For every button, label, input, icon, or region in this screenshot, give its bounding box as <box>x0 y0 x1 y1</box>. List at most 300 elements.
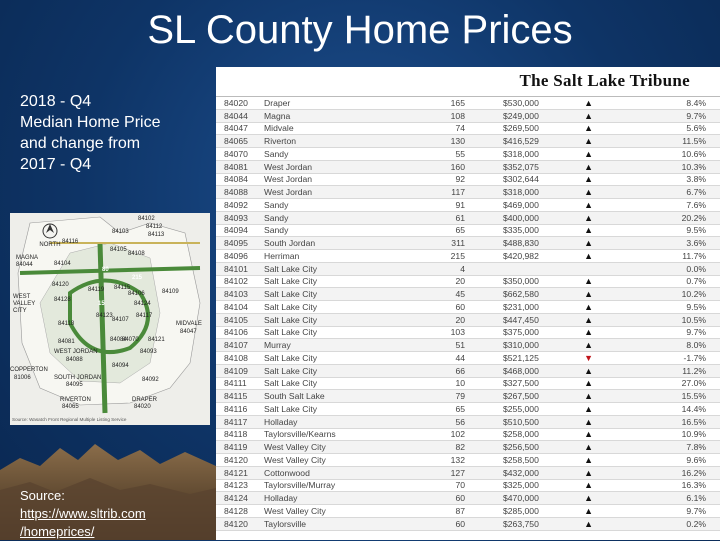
trend-arrow-icon <box>563 262 593 275</box>
map-label: COPPERTON <box>10 367 48 373</box>
map-label: DRAPER <box>132 397 158 403</box>
price-cell: $256,500 <box>469 441 563 454</box>
price-cell: $255,000 <box>469 403 563 416</box>
slide-title: SL County Home Prices <box>147 8 573 52</box>
price-cell: $416,529 <box>469 135 563 148</box>
map-label: 84105 <box>110 247 127 253</box>
change-cell: 11.2% <box>593 364 720 377</box>
source-link-line: /homeprices/ <box>20 524 95 539</box>
source-label: Source: <box>20 488 65 503</box>
zip-cell: 84096 <box>216 250 264 263</box>
i215-shield-label: 215 <box>132 275 143 281</box>
city-cell: Sandy <box>264 211 439 224</box>
zip-cell: 84105 <box>216 313 264 326</box>
change-cell: 9.6% <box>593 454 720 467</box>
zip-cell: 84084 <box>216 173 264 186</box>
trend-arrow-icon: ▲ <box>563 199 593 212</box>
map-label: 84118 <box>58 321 75 327</box>
table-row <box>216 441 720 454</box>
map-label: MIDVALE <box>176 321 202 327</box>
table-row <box>216 326 720 339</box>
map-label: CITY <box>13 308 27 314</box>
trend-arrow-icon: ▲ <box>563 479 593 492</box>
price-cell: $521,125 <box>469 352 563 365</box>
trend-arrow-icon: ▲ <box>563 415 593 428</box>
map-label: 84020 <box>134 404 151 410</box>
table-row <box>216 97 720 109</box>
zip-cell: 84070 <box>216 148 264 161</box>
sales-cell: 51 <box>439 339 469 352</box>
sales-cell: 87 <box>439 505 469 518</box>
map-label: 81006 <box>14 375 31 381</box>
sales-cell: 61 <box>439 211 469 224</box>
zip-cell: 84103 <box>216 288 264 301</box>
table-row <box>216 505 720 518</box>
change-cell: 0.2% <box>593 517 720 530</box>
sales-cell: 91 <box>439 199 469 212</box>
city-cell: Salt Lake City <box>264 275 439 288</box>
map-label: 84070 <box>122 337 139 343</box>
map-label: 84119 <box>88 287 105 293</box>
map-label: 84112 <box>146 224 163 230</box>
price-cell: $335,000 <box>469 224 563 237</box>
table-row <box>216 224 720 237</box>
change-cell: 7.8% <box>593 441 720 454</box>
caption-line: Median Home Price <box>20 114 161 131</box>
zip-cell: 84094 <box>216 224 264 237</box>
city-cell: South Jordan <box>264 237 439 250</box>
zip-cell: 84116 <box>216 403 264 416</box>
city-cell: Taylorsville/Kearns <box>264 428 439 441</box>
trend-arrow-icon: ▲ <box>563 237 593 250</box>
map-label: 84088 <box>66 357 83 363</box>
zip-cell: 84121 <box>216 466 264 479</box>
table-row <box>216 262 720 275</box>
map-label: 84095 <box>66 382 83 388</box>
price-cell: $420,982 <box>469 250 563 263</box>
price-cell: $231,000 <box>469 301 563 314</box>
city-cell: Sandy <box>264 224 439 237</box>
zip-code-map <box>10 213 210 425</box>
slide-caption <box>20 91 161 175</box>
trend-arrow-icon: ▼ <box>563 352 593 365</box>
change-cell: 8.4% <box>593 97 720 109</box>
change-cell: 9.7% <box>593 326 720 339</box>
trend-arrow-icon: ▲ <box>563 173 593 186</box>
zip-cell: 84124 <box>216 492 264 505</box>
sales-cell: 79 <box>439 390 469 403</box>
zip-cell: 84093 <box>216 211 264 224</box>
sales-cell: 103 <box>439 326 469 339</box>
price-cell: $400,000 <box>469 211 563 224</box>
trend-arrow-icon: ▲ <box>563 326 593 339</box>
sales-cell: 92 <box>439 173 469 186</box>
trend-arrow-icon: ▲ <box>563 109 593 122</box>
sales-cell: 45 <box>439 288 469 301</box>
zip-cell: 84120 <box>216 517 264 530</box>
trend-arrow-icon: ▲ <box>563 428 593 441</box>
city-cell: Herriman <box>264 250 439 263</box>
city-cell: Murray <box>264 339 439 352</box>
price-cell: $375,000 <box>469 326 563 339</box>
map-label: 84106 <box>128 291 145 297</box>
price-cell: $258,000 <box>469 428 563 441</box>
city-cell: West Jordan <box>264 173 439 186</box>
sales-cell: 60 <box>439 301 469 314</box>
zip-cell: 84047 <box>216 122 264 135</box>
price-cell: $249,000 <box>469 109 563 122</box>
city-cell: Holladay <box>264 492 439 505</box>
change-cell: -1.7% <box>593 352 720 365</box>
change-cell: 10.3% <box>593 160 720 173</box>
city-cell: Holladay <box>264 415 439 428</box>
city-cell: West Valley City <box>264 454 439 467</box>
map-label: 84092 <box>142 377 159 383</box>
price-cell: $510,500 <box>469 415 563 428</box>
city-cell: Cottonwood <box>264 466 439 479</box>
price-cell: $488,830 <box>469 237 563 250</box>
trend-arrow-icon: ▲ <box>563 186 593 199</box>
city-cell: Riverton <box>264 135 439 148</box>
trend-arrow-icon: ▲ <box>563 454 593 467</box>
price-cell: $285,000 <box>469 505 563 518</box>
sales-cell: 66 <box>439 364 469 377</box>
city-cell: Draper <box>264 97 439 109</box>
price-cell: $468,000 <box>469 364 563 377</box>
trend-arrow-icon: ▲ <box>563 441 593 454</box>
map-label: 84047 <box>180 329 197 335</box>
i15-shield-label: 15 <box>98 301 105 307</box>
sales-cell: 65 <box>439 403 469 416</box>
table-row <box>216 237 720 250</box>
trend-arrow-icon: ▲ <box>563 403 593 416</box>
city-cell: Salt Lake City <box>264 262 439 275</box>
change-cell: 8.0% <box>593 339 720 352</box>
change-cell: 0.0% <box>593 262 720 275</box>
zip-cell: 84117 <box>216 415 264 428</box>
price-cell: $352,075 <box>469 160 563 173</box>
price-cell: $469,000 <box>469 199 563 212</box>
zip-cell: 84020 <box>216 97 264 109</box>
change-cell: 10.9% <box>593 428 720 441</box>
trend-arrow-icon: ▲ <box>563 135 593 148</box>
source-note <box>20 487 146 541</box>
trend-arrow-icon: ▲ <box>563 148 593 161</box>
sales-cell: 70 <box>439 479 469 492</box>
map-label: 84081 <box>58 339 75 345</box>
sales-cell: 74 <box>439 122 469 135</box>
zip-cell: 84115 <box>216 390 264 403</box>
table-row <box>216 313 720 326</box>
table-row <box>216 301 720 314</box>
table-row <box>216 199 720 212</box>
zip-cell: 84107 <box>216 339 264 352</box>
map-label: 84116 <box>62 239 79 245</box>
sales-cell: 108 <box>439 109 469 122</box>
zip-cell: 84128 <box>216 505 264 518</box>
trend-arrow-icon: ▲ <box>563 364 593 377</box>
trend-arrow-icon: ▲ <box>563 160 593 173</box>
table-row <box>216 250 720 263</box>
map-label: 84124 <box>134 301 151 307</box>
table-row <box>216 403 720 416</box>
map-label: VALLEY <box>13 301 36 307</box>
city-cell: Salt Lake City <box>264 403 439 416</box>
table-row <box>216 160 720 173</box>
change-cell: 20.2% <box>593 211 720 224</box>
city-cell: Salt Lake City <box>264 301 439 314</box>
map-label: 84094 <box>112 363 129 369</box>
change-cell: 16.5% <box>593 415 720 428</box>
change-cell: 9.5% <box>593 301 720 314</box>
sales-cell: 60 <box>439 492 469 505</box>
table-row <box>216 466 720 479</box>
change-cell: 11.5% <box>593 135 720 148</box>
trend-arrow-icon: ▲ <box>563 224 593 237</box>
sales-cell: 82 <box>439 441 469 454</box>
zip-cell: 84101 <box>216 262 264 275</box>
change-cell: 3.6% <box>593 237 720 250</box>
city-cell: Taylorsville <box>264 517 439 530</box>
trend-arrow-icon: ▲ <box>563 313 593 326</box>
map-label: 84121 <box>148 337 165 343</box>
map-label: 84084 <box>110 337 127 343</box>
city-cell: Midvale <box>264 122 439 135</box>
sales-cell: 44 <box>439 352 469 365</box>
table-row <box>216 428 720 441</box>
trend-arrow-icon: ▲ <box>563 97 593 109</box>
price-cell: $302,644 <box>469 173 563 186</box>
city-cell: Taylorsville/Murray <box>264 479 439 492</box>
zip-cell: 84104 <box>216 301 264 314</box>
sales-cell: 215 <box>439 250 469 263</box>
price-cell: $327,500 <box>469 377 563 390</box>
change-cell: 14.4% <box>593 403 720 416</box>
zip-cell: 84065 <box>216 135 264 148</box>
change-cell: 9.7% <box>593 109 720 122</box>
sales-cell: 4 <box>439 262 469 275</box>
source-link[interactable] <box>20 506 146 539</box>
sales-cell: 311 <box>439 237 469 250</box>
sales-cell: 102 <box>439 428 469 441</box>
zip-cell: 84118 <box>216 428 264 441</box>
zip-cell: 84095 <box>216 237 264 250</box>
city-cell: Salt Lake City <box>264 326 439 339</box>
price-cell: $267,500 <box>469 390 563 403</box>
change-cell: 3.8% <box>593 173 720 186</box>
map-label: 84117 <box>136 313 153 319</box>
table-row <box>216 275 720 288</box>
zip-cell: 84119 <box>216 441 264 454</box>
price-cell: $325,000 <box>469 479 563 492</box>
table-row <box>216 173 720 186</box>
zip-cell: 84106 <box>216 326 264 339</box>
price-cell: $470,000 <box>469 492 563 505</box>
table-row <box>216 109 720 122</box>
change-cell: 5.6% <box>593 122 720 135</box>
trend-arrow-icon: ▲ <box>563 339 593 352</box>
trend-arrow-icon: ▲ <box>563 505 593 518</box>
change-cell: 27.0% <box>593 377 720 390</box>
trend-arrow-icon: ▲ <box>563 517 593 530</box>
city-cell: Sandy <box>264 199 439 212</box>
sales-cell: 132 <box>439 454 469 467</box>
map-label: 84123 <box>96 313 113 319</box>
sales-cell: 65 <box>439 224 469 237</box>
map-label: 84109 <box>162 289 179 295</box>
source-link-line: https://www.sltrib.com <box>20 506 146 521</box>
city-cell: Sandy <box>264 148 439 161</box>
sales-cell: 56 <box>439 415 469 428</box>
zip-cell: 84109 <box>216 364 264 377</box>
table-row <box>216 148 720 161</box>
change-cell: 7.6% <box>593 199 720 212</box>
trend-arrow-icon: ▲ <box>563 466 593 479</box>
table-row <box>216 135 720 148</box>
change-cell: 16.2% <box>593 466 720 479</box>
city-cell: Magna <box>264 109 439 122</box>
change-cell: 10.5% <box>593 313 720 326</box>
zip-cell: 84044 <box>216 109 264 122</box>
map-label: MAGNA <box>16 255 39 261</box>
map-label: WEST <box>13 294 31 300</box>
table-row <box>216 364 720 377</box>
i80-shield-label: 80 <box>102 267 109 273</box>
trend-arrow-icon: ▲ <box>563 211 593 224</box>
change-cell: 9.7% <box>593 505 720 518</box>
trend-arrow-icon: ▲ <box>563 301 593 314</box>
city-cell: Salt Lake City <box>264 377 439 390</box>
zip-cell: 84123 <box>216 479 264 492</box>
table-row <box>216 479 720 492</box>
table-row <box>216 122 720 135</box>
trend-arrow-icon: ▲ <box>563 275 593 288</box>
price-cell: $269,500 <box>469 122 563 135</box>
map-label: 84065 <box>62 404 79 410</box>
table-row <box>216 211 720 224</box>
table-row <box>216 352 720 365</box>
trend-arrow-icon: ▲ <box>563 250 593 263</box>
tribune-header <box>216 67 720 97</box>
map-label: 84115 <box>114 285 131 291</box>
zip-cell: 84120 <box>216 454 264 467</box>
price-cell: $258,500 <box>469 454 563 467</box>
change-cell: 10.2% <box>593 288 720 301</box>
table-row <box>216 492 720 505</box>
price-cell: $447,450 <box>469 313 563 326</box>
trend-arrow-icon: ▲ <box>563 122 593 135</box>
caption-line: 2017 - Q4 <box>20 156 92 173</box>
table-row <box>216 415 720 428</box>
trend-arrow-icon: ▲ <box>563 390 593 403</box>
map-label: 84102 <box>138 216 155 222</box>
city-cell: West Jordan <box>264 186 439 199</box>
change-cell: 10.6% <box>593 148 720 161</box>
sales-cell: 20 <box>439 313 469 326</box>
change-cell: 11.7% <box>593 250 720 263</box>
change-cell: 15.5% <box>593 390 720 403</box>
trend-arrow-icon: ▲ <box>563 492 593 505</box>
change-cell: 16.3% <box>593 479 720 492</box>
map-label: WEST JORDAN <box>54 349 98 355</box>
city-cell: West Jordan <box>264 160 439 173</box>
city-cell: Salt Lake City <box>264 352 439 365</box>
price-cell: $662,580 <box>469 288 563 301</box>
sales-cell: 165 <box>439 97 469 109</box>
city-cell: Salt Lake City <box>264 313 439 326</box>
table-row <box>216 377 720 390</box>
sales-cell: 160 <box>439 160 469 173</box>
zip-cell: 84081 <box>216 160 264 173</box>
map-label: 84128 <box>54 297 71 303</box>
sales-cell: 60 <box>439 517 469 530</box>
table-row <box>216 517 720 530</box>
map-label: 84103 <box>112 229 129 235</box>
table-row <box>216 288 720 301</box>
change-cell: 6.7% <box>593 186 720 199</box>
price-cell: $530,000 <box>469 97 563 109</box>
trend-arrow-icon: ▲ <box>563 377 593 390</box>
trend-arrow-icon: ▲ <box>563 288 593 301</box>
map-label: 84120 <box>52 282 69 288</box>
map-source-note: Source: Wasatch Front Regional Multiple Listing Service <box>12 417 127 422</box>
caption-line: 2018 - Q4 <box>20 93 92 110</box>
change-cell: 9.5% <box>593 224 720 237</box>
map-label: 84093 <box>140 349 157 355</box>
zip-cell: 84088 <box>216 186 264 199</box>
sales-cell: 10 <box>439 377 469 390</box>
city-cell: South Salt Lake <box>264 390 439 403</box>
sales-cell: 55 <box>439 148 469 161</box>
zip-cell: 84102 <box>216 275 264 288</box>
change-cell: 6.1% <box>593 492 720 505</box>
table-row <box>216 454 720 467</box>
map-label: 84107 <box>112 317 129 323</box>
city-cell: Salt Lake City <box>264 288 439 301</box>
caption-line: and change from <box>20 135 141 152</box>
zip-cell: 84092 <box>216 199 264 212</box>
zip-cell: 84108 <box>216 352 264 365</box>
city-cell: Salt Lake City <box>264 364 439 377</box>
table-row <box>216 390 720 403</box>
table-row <box>216 339 720 352</box>
sales-cell: 20 <box>439 275 469 288</box>
sales-cell: 117 <box>439 186 469 199</box>
price-table <box>216 97 720 531</box>
price-cell: $263,750 <box>469 517 563 530</box>
price-cell: $318,000 <box>469 148 563 161</box>
price-cell: $350,000 <box>469 275 563 288</box>
change-cell: 0.7% <box>593 275 720 288</box>
tribune-logo: The Salt Lake Tribune <box>519 71 690 90</box>
sales-cell: 130 <box>439 135 469 148</box>
sales-cell: 127 <box>439 466 469 479</box>
price-cell: $310,000 <box>469 339 563 352</box>
table-row <box>216 186 720 199</box>
map-label-north: NORTH <box>39 242 61 248</box>
price-cell <box>469 262 563 275</box>
price-cell: $432,000 <box>469 466 563 479</box>
price-table-panel <box>216 67 720 540</box>
city-cell: West Valley City <box>264 441 439 454</box>
map-label: SOUTH JORDAN <box>54 375 102 381</box>
map-label: RIVERTON <box>60 397 91 403</box>
city-cell: West Valley City <box>264 505 439 518</box>
map-label: 84108 <box>128 251 145 257</box>
map-label: 84104 <box>54 261 71 267</box>
map-label: 84044 <box>16 262 33 268</box>
zip-cell: 84111 <box>216 377 264 390</box>
